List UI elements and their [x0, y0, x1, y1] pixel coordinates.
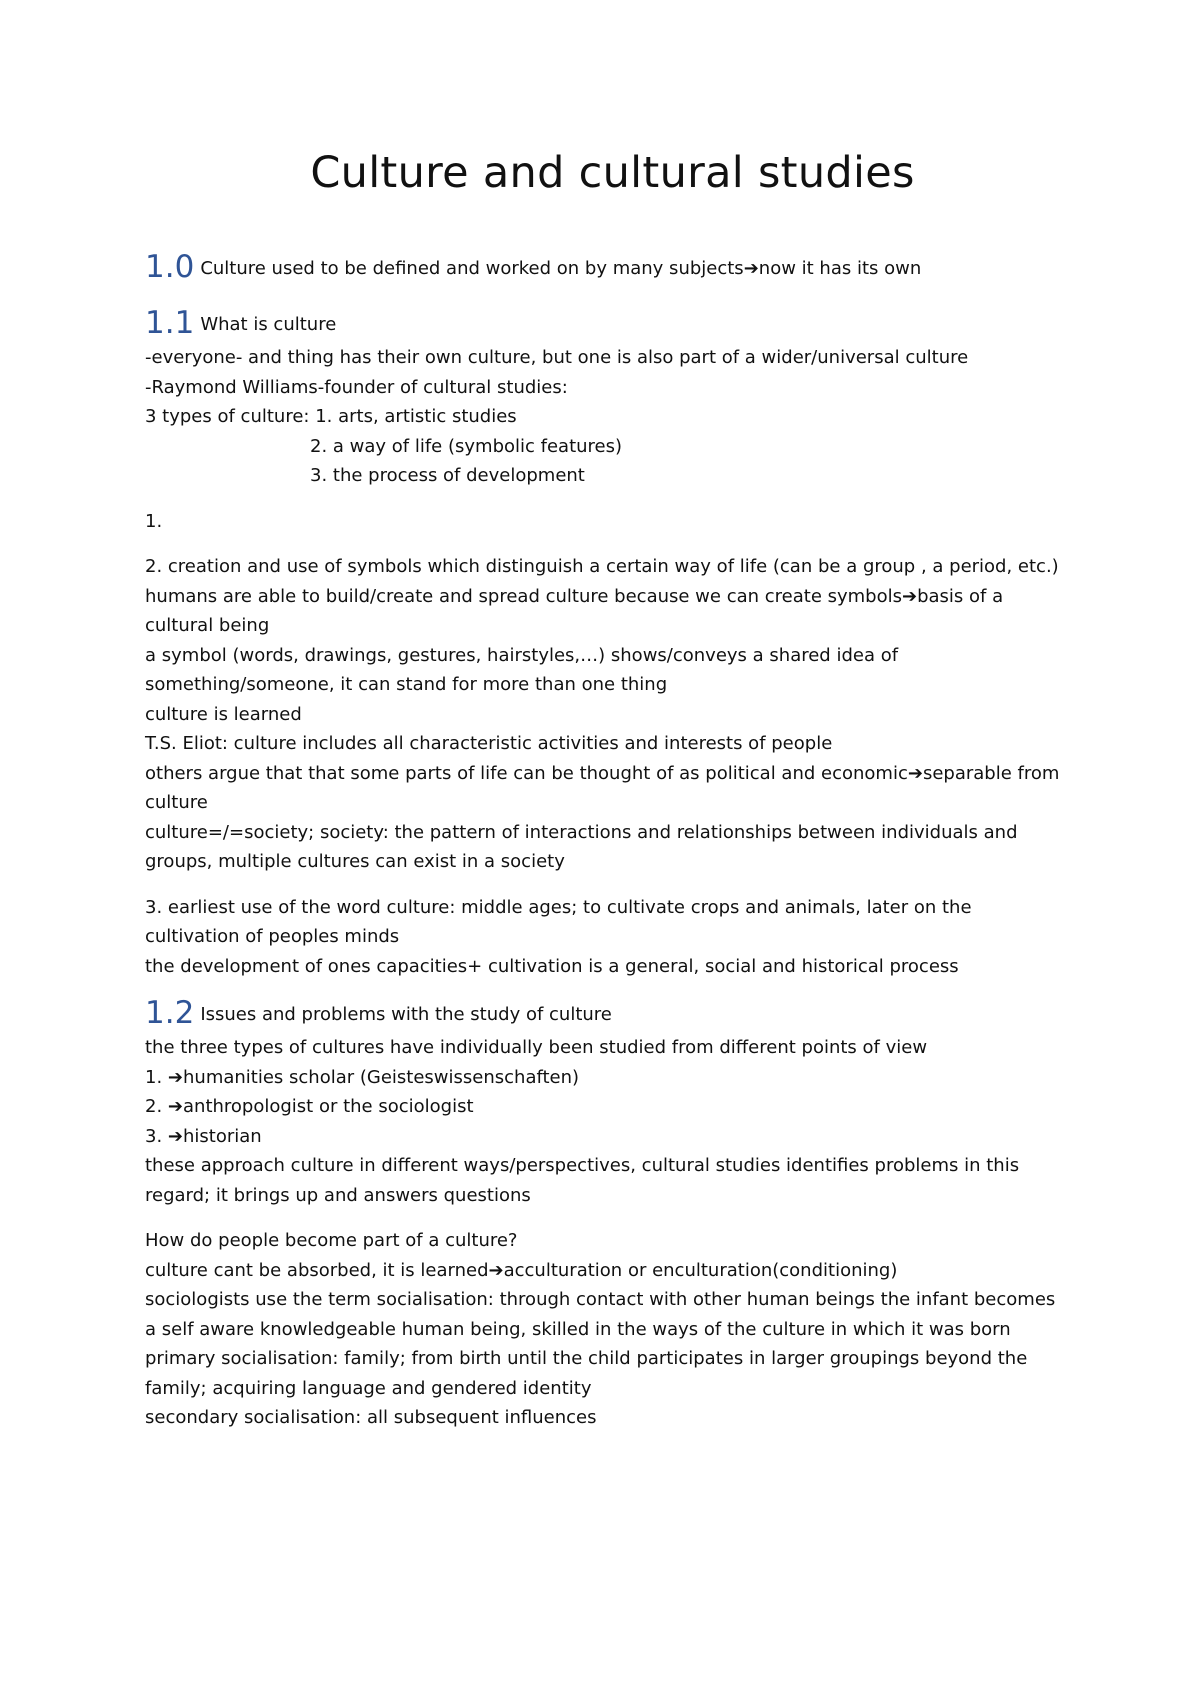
document-title: Culture and cultural studies — [310, 148, 915, 198]
list-item — [145, 1092, 1080, 1122]
text-span: acculturation or enculturation(conditioning) — [503, 1259, 898, 1281]
heading-text: What is culture — [200, 314, 337, 335]
arrow-right-icon: ➔ — [167, 1066, 183, 1088]
text-line: 2. a way of life (symbolic features) — [310, 435, 623, 457]
heading-1-2 — [145, 993, 1080, 1033]
text-line: culture is learned — [145, 703, 302, 725]
arrow-right-icon: ➔ — [167, 1096, 183, 1117]
text-line: these approach culture in different ways/perspectives, cultural studies identifies problems in this — [145, 1155, 1020, 1176]
text-span: separable from — [922, 762, 1060, 784]
paragraph-gap — [145, 1210, 1080, 1226]
text-line: -everyone- and thing has their own culture, but one is also part of a wider/universal culture — [145, 347, 969, 368]
text-line: regard; it brings up and answers questions — [145, 1184, 531, 1206]
arrow-right-icon: ➔ — [902, 585, 918, 607]
text-line: the three types of cultures have individually been studied from different points of view — [145, 1037, 928, 1058]
list-number: 2. — [145, 1096, 168, 1117]
text-line: primary socialisation: family; from birth until the child participates in larger groupings beyond the — [145, 1348, 1028, 1369]
heading-number: 1.0 — [145, 249, 195, 285]
text-line: something/someone, it can stand for more than one thing — [145, 674, 668, 695]
text-line: a symbol (words, drawings, gestures, hairstyles,…) shows/conveys a shared idea of — [145, 644, 899, 666]
text-line: secondary socialisation: all subsequent influences — [145, 1407, 597, 1428]
text-line: groups, multiple cultures can exist in a society — [145, 851, 565, 872]
text-line: 2. creation and use of symbols which distinguish a certain way of life (can be a group , a period, etc.) — [145, 556, 1059, 577]
heading-number: 1.1 — [145, 305, 195, 341]
text-line: 3. the process of development — [310, 465, 585, 486]
text-line: the development of ones capacities+ cultivation is a general, social and historical process — [145, 955, 959, 977]
text-line: cultural being — [145, 615, 270, 636]
text-line: 1. — [145, 510, 163, 532]
heading-1-1 — [145, 303, 1080, 343]
text-line — [145, 582, 1080, 612]
arrow-right-icon: ➔ — [743, 258, 759, 279]
heading-number: 1.2 — [145, 995, 195, 1031]
text-line: culture=/=society; society: the pattern of interactions and relationships between individuals and — [145, 821, 1018, 843]
arrow-right-icon: ➔ — [167, 1125, 183, 1147]
list-number: 3. — [145, 1125, 168, 1147]
text-line: cultivation of peoples minds — [145, 926, 400, 947]
text-line: 3. earliest use of the word culture: middle ages; to cultivate crops and animals, later on the — [145, 896, 972, 918]
text-span: anthropologist or the sociologist — [183, 1096, 474, 1117]
text-line: culture — [145, 792, 208, 813]
paragraph-gap — [145, 491, 1080, 507]
text-line: family; acquiring language and gendered identity — [145, 1377, 592, 1399]
list-item — [145, 1122, 1080, 1152]
text-line: sociologists use the term socialisation: through contact with other human beings the infant becomes — [145, 1289, 1056, 1310]
arrow-right-icon: ➔ — [907, 762, 923, 784]
heading-text: Culture used to be defined and worked on by many subjects — [200, 258, 744, 279]
text-line — [145, 759, 1080, 789]
text-line: T.S. Eliot: culture includes all characteristic activities and interests of people — [145, 733, 833, 754]
text-span: basis of a — [917, 585, 1004, 607]
list-item — [145, 1063, 1080, 1093]
text-span: others argue that that some parts of life can be thought of as political and economic — [145, 762, 908, 784]
paragraph-gap — [145, 536, 1080, 552]
list-number: 1. — [145, 1066, 168, 1088]
text-span: humanities scholar (Geisteswissenschaften) — [183, 1066, 580, 1088]
text-line: How do people become part of a culture? — [145, 1230, 518, 1251]
text-span: historian — [183, 1125, 262, 1147]
arrow-right-icon: ➔ — [488, 1259, 504, 1281]
text-span: culture cant be absorbed, it is learned — [145, 1259, 489, 1281]
heading-1-0 — [145, 247, 1080, 287]
heading-tail: now it has its own — [758, 258, 922, 279]
text-line: a self aware knowledgeable human being, skilled in the ways of the culture in which it was born — [145, 1318, 1011, 1340]
heading-text: Issues and problems with the study of culture — [200, 1004, 612, 1025]
text-span: humans are able to build/create and spread culture because we can create symbols — [145, 585, 902, 607]
paragraph-gap — [145, 877, 1080, 893]
text-line: 3 types of culture: 1. arts, artistic studies — [145, 406, 517, 427]
text-line: -Raymond Williams-founder of cultural studies: — [145, 376, 568, 398]
text-line — [145, 1256, 1080, 1286]
